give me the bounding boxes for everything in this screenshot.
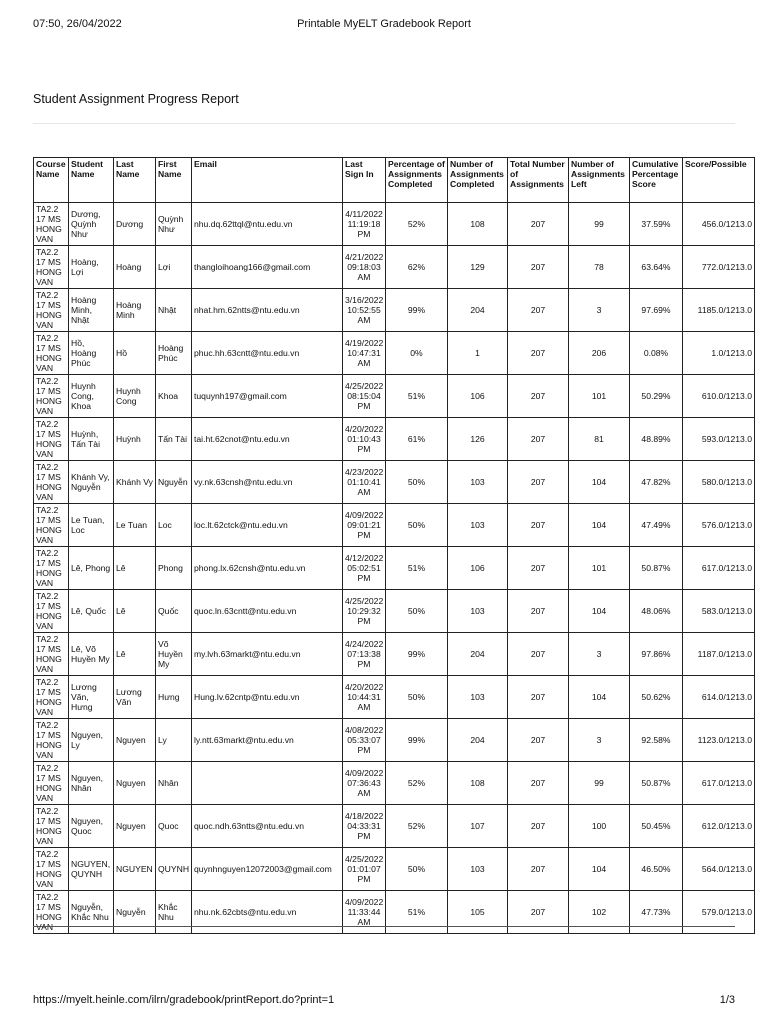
first-name-cell: Quỳnh Như [156,203,192,246]
email-cell: ly.ntt.63markt@ntu.edu.vn [192,719,343,762]
student-name-cell: Lê, Võ Huyền My [69,633,114,676]
score-possible-cell: 564.0/1213.0 [683,848,755,891]
table-row [34,332,755,375]
student-name-cell: Lương Văn, Hưng [69,676,114,719]
assignments-completed-cell: 105 [448,891,508,934]
last-name-cell: Nguyen [114,719,156,762]
assignments-left-cell: 101 [569,547,630,590]
cumulative-score-cell: 37.59% [630,203,683,246]
total-assignments-cell: 207 [508,891,569,934]
course-cell: TA2.2 17 MS HONG VAN [34,203,69,246]
last-sign-in-cell: 4/09/2022 11:33:44 AM [343,891,386,934]
total-assignments-cell: 207 [508,633,569,676]
last-sign-in-cell: 4/09/2022 07:36:43 AM [343,762,386,805]
assignments-left-cell: 99 [569,762,630,805]
student-name-cell: Nguyen, Quoc [69,805,114,848]
first-name-cell: Quoc [156,805,192,848]
last-name-cell: Nguyen [114,762,156,805]
assignments-left-cell: 104 [569,461,630,504]
first-name-cell: Hưng [156,676,192,719]
last-name-cell: Huynh Cong [114,375,156,418]
assignments-left-cell: 3 [569,289,630,332]
assignments-left-cell: 78 [569,246,630,289]
gradebook-table [33,157,755,934]
cumulative-score-cell: 47.82% [630,461,683,504]
cumulative-score-cell: 50.87% [630,762,683,805]
course-cell: TA2.2 17 MS HONG VAN [34,547,69,590]
table-row [34,805,755,848]
student-name-cell: Khánh Vy, Nguyễn [69,461,114,504]
first-name-cell: QUYNH [156,848,192,891]
last-sign-in-cell: 4/09/2022 09:01:21 PM [343,504,386,547]
total-assignments-cell: 207 [508,590,569,633]
report-title: Student Assignment Progress Report [33,92,239,106]
table-row [34,547,755,590]
percentage-completed-cell: 99% [386,289,448,332]
cumulative-score-cell: 50.29% [630,375,683,418]
column-header: Total Number of Assignments [508,158,569,203]
cumulative-score-cell: 48.89% [630,418,683,461]
percentage-completed-cell: 52% [386,805,448,848]
assignments-completed-cell: 106 [448,375,508,418]
total-assignments-cell: 207 [508,375,569,418]
percentage-completed-cell: 52% [386,762,448,805]
score-possible-cell: 617.0/1213.0 [683,762,755,805]
table-row [34,633,755,676]
total-assignments-cell: 207 [508,332,569,375]
first-name-cell: Quốc [156,590,192,633]
percentage-completed-cell: 99% [386,633,448,676]
cumulative-score-cell: 97.86% [630,633,683,676]
last-name-cell: Nguyễn [114,891,156,934]
total-assignments-cell: 207 [508,289,569,332]
assignments-completed-cell: 106 [448,547,508,590]
email-cell: nhat.hm.62ntts@ntu.edu.vn [192,289,343,332]
score-possible-cell: 579.0/1213.0 [683,891,755,934]
student-name-cell: Dương, Quỳnh Như [69,203,114,246]
email-cell: quynhnguyen12072003@gmail.com [192,848,343,891]
total-assignments-cell: 207 [508,547,569,590]
assignments-left-cell: 104 [569,590,630,633]
cumulative-score-cell: 47.73% [630,891,683,934]
first-name-cell: Khắc Nhu [156,891,192,934]
column-header: Number of Assignments Left [569,158,630,203]
first-name-cell: Nhật [156,289,192,332]
score-possible-cell: 617.0/1213.0 [683,547,755,590]
last-name-cell: Lương Văn [114,676,156,719]
last-name-cell: Hoàng [114,246,156,289]
last-sign-in-cell: 4/23/2022 01:10:41 AM [343,461,386,504]
column-header: Last Name [114,158,156,203]
email-cell: Hung.lv.62cntp@ntu.edu.vn [192,676,343,719]
first-name-cell: Hoàng Phúc [156,332,192,375]
total-assignments-cell: 207 [508,762,569,805]
score-possible-cell: 614.0/1213.0 [683,676,755,719]
table-bottom-divider [33,926,735,927]
page-url: https://myelt.heinle.com/ilrn/gradebook/printReport.do?print=1 [33,994,335,1006]
table-header-row [34,158,755,203]
course-cell: TA2.2 17 MS HONG VAN [34,805,69,848]
percentage-completed-cell: 52% [386,203,448,246]
assignments-left-cell: 3 [569,719,630,762]
cumulative-score-cell: 46.50% [630,848,683,891]
first-name-cell: Loc [156,504,192,547]
table-row [34,289,755,332]
cumulative-score-cell: 63.64% [630,246,683,289]
assignments-completed-cell: 108 [448,762,508,805]
title-divider [33,123,735,124]
print-header [33,18,735,32]
email-cell: quoc.ln.63cntt@ntu.edu.vn [192,590,343,633]
total-assignments-cell: 207 [508,719,569,762]
column-header: Number of Assignments Completed [448,158,508,203]
percentage-completed-cell: 50% [386,848,448,891]
email-cell: nhu.nk.62cbts@ntu.edu.vn [192,891,343,934]
first-name-cell: Võ Huyền My [156,633,192,676]
last-sign-in-cell: 4/25/2022 10:29:32 PM [343,590,386,633]
email-cell: tai.ht.62cnot@ntu.edu.vn [192,418,343,461]
last-sign-in-cell: 4/08/2022 05:33:07 PM [343,719,386,762]
column-header: First Name [156,158,192,203]
column-header: Last Sign In [343,158,386,203]
percentage-completed-cell: 50% [386,504,448,547]
email-cell [192,762,343,805]
percentage-completed-cell: 50% [386,676,448,719]
table-row [34,891,755,934]
last-sign-in-cell: 3/16/2022 10:52:55 AM [343,289,386,332]
email-cell: loc.lt.62ctck@ntu.edu.vn [192,504,343,547]
assignments-left-cell: 100 [569,805,630,848]
total-assignments-cell: 207 [508,203,569,246]
score-possible-cell: 772.0/1213.0 [683,246,755,289]
last-sign-in-cell: 4/20/2022 10:44:31 AM [343,676,386,719]
course-cell: TA2.2 17 MS HONG VAN [34,504,69,547]
assignments-completed-cell: 103 [448,461,508,504]
cumulative-score-cell: 48.06% [630,590,683,633]
assignments-left-cell: 104 [569,504,630,547]
table-row [34,461,755,504]
email-cell: phong.lx.62cnsh@ntu.edu.vn [192,547,343,590]
cumulative-score-cell: 92.58% [630,719,683,762]
course-cell: TA2.2 17 MS HONG VAN [34,332,69,375]
percentage-completed-cell: 62% [386,246,448,289]
assignments-completed-cell: 129 [448,246,508,289]
total-assignments-cell: 207 [508,676,569,719]
course-cell: TA2.2 17 MS HONG VAN [34,246,69,289]
print-footer [33,994,735,1008]
first-name-cell: Tấn Tài [156,418,192,461]
last-sign-in-cell: 4/24/2022 07:13:38 PM [343,633,386,676]
last-name-cell: Lê [114,590,156,633]
assignments-left-cell: 102 [569,891,630,934]
score-possible-cell: 612.0/1213.0 [683,805,755,848]
total-assignments-cell: 207 [508,805,569,848]
score-possible-cell: 1.0/1213.0 [683,332,755,375]
print-title: Printable MyELT Gradebook Report [297,18,471,30]
course-cell: TA2.2 17 MS HONG VAN [34,375,69,418]
last-name-cell: Lê [114,633,156,676]
assignments-left-cell: 104 [569,848,630,891]
email-cell: tuquynh197@gmail.com [192,375,343,418]
total-assignments-cell: 207 [508,504,569,547]
student-name-cell: Lê, Phong [69,547,114,590]
score-possible-cell: 1187.0/1213.0 [683,633,755,676]
first-name-cell: Lợi [156,246,192,289]
email-cell: nhu.dq.62ttql@ntu.edu.vn [192,203,343,246]
email-cell: thangloihoang166@gmail.com [192,246,343,289]
table-row [34,676,755,719]
course-cell: TA2.2 17 MS HONG VAN [34,762,69,805]
last-name-cell: Nguyen [114,805,156,848]
assignments-left-cell: 206 [569,332,630,375]
first-name-cell: Nhân [156,762,192,805]
total-assignments-cell: 207 [508,418,569,461]
print-timestamp: 07:50, 26/04/2022 [33,18,122,30]
assignments-completed-cell: 103 [448,848,508,891]
student-name-cell: Hồ, Hoàng Phúc [69,332,114,375]
cumulative-score-cell: 50.45% [630,805,683,848]
cumulative-score-cell: 47.49% [630,504,683,547]
column-header: Student Name [69,158,114,203]
last-name-cell: Khánh Vy [114,461,156,504]
last-name-cell: Lê [114,547,156,590]
score-possible-cell: 1185.0/1213.0 [683,289,755,332]
course-cell: TA2.2 17 MS HONG VAN [34,848,69,891]
last-sign-in-cell: 4/12/2022 05:02:51 PM [343,547,386,590]
course-cell: TA2.2 17 MS HONG VAN [34,289,69,332]
score-possible-cell: 456.0/1213.0 [683,203,755,246]
assignments-left-cell: 99 [569,203,630,246]
assignments-completed-cell: 103 [448,590,508,633]
score-possible-cell: 576.0/1213.0 [683,504,755,547]
last-sign-in-cell: 4/11/2022 11:19:18 PM [343,203,386,246]
student-name-cell: Huynh Cong, Khoa [69,375,114,418]
first-name-cell: Phong [156,547,192,590]
course-cell: TA2.2 17 MS HONG VAN [34,719,69,762]
last-sign-in-cell: 4/20/2022 01:10:43 PM [343,418,386,461]
score-possible-cell: 1123.0/1213.0 [683,719,755,762]
total-assignments-cell: 207 [508,246,569,289]
last-sign-in-cell: 4/25/2022 01:01:07 PM [343,848,386,891]
course-cell: TA2.2 17 MS HONG VAN [34,633,69,676]
last-sign-in-cell: 4/25/2022 08:15:04 PM [343,375,386,418]
student-name-cell: Le Tuan, Loc [69,504,114,547]
first-name-cell: Nguyễn [156,461,192,504]
percentage-completed-cell: 51% [386,375,448,418]
student-name-cell: Hoàng, Lợi [69,246,114,289]
student-name-cell: Huỳnh, Tấn Tài [69,418,114,461]
total-assignments-cell: 207 [508,461,569,504]
first-name-cell: Ly [156,719,192,762]
student-name-cell: Nguyen, Ly [69,719,114,762]
student-name-cell: Nguyễn, Khắc Nhu [69,891,114,934]
table-row [34,203,755,246]
assignments-completed-cell: 103 [448,504,508,547]
course-cell: TA2.2 17 MS HONG VAN [34,418,69,461]
table-row [34,246,755,289]
percentage-completed-cell: 0% [386,332,448,375]
table-row [34,848,755,891]
student-name-cell: Hoàng Minh, Nhật [69,289,114,332]
table-row [34,762,755,805]
student-name-cell: NGUYEN, QUYNH [69,848,114,891]
last-name-cell: Le Tuan [114,504,156,547]
assignments-completed-cell: 204 [448,719,508,762]
email-cell: quoc.ndh.63ntts@ntu.edu.vn [192,805,343,848]
column-header: Cumulative Percentage Score [630,158,683,203]
percentage-completed-cell: 50% [386,461,448,504]
table-row [34,418,755,461]
email-cell: my.lvh.63markt@ntu.edu.vn [192,633,343,676]
last-sign-in-cell: 4/18/2022 04:33:31 PM [343,805,386,848]
last-sign-in-cell: 4/21/2022 09:18:03 AM [343,246,386,289]
table-row [34,590,755,633]
column-header: Course Name [34,158,69,203]
last-name-cell: Hồ [114,332,156,375]
percentage-completed-cell: 51% [386,891,448,934]
assignments-left-cell: 101 [569,375,630,418]
course-cell: TA2.2 17 MS HONG VAN [34,590,69,633]
column-header: Percentage of Assignments Completed [386,158,448,203]
percentage-completed-cell: 50% [386,590,448,633]
assignments-completed-cell: 1 [448,332,508,375]
course-cell: TA2.2 17 MS HONG VAN [34,461,69,504]
column-header: Email [192,158,343,203]
last-name-cell: Dương [114,203,156,246]
percentage-completed-cell: 99% [386,719,448,762]
assignments-left-cell: 104 [569,676,630,719]
first-name-cell: Khoa [156,375,192,418]
assignments-completed-cell: 103 [448,676,508,719]
table-row [34,375,755,418]
assignments-completed-cell: 204 [448,289,508,332]
score-possible-cell: 610.0/1213.0 [683,375,755,418]
column-header: Score/Possible [683,158,755,203]
last-name-cell: NGUYEN [114,848,156,891]
score-possible-cell: 593.0/1213.0 [683,418,755,461]
page-number: 1/3 [719,994,735,1006]
assignments-completed-cell: 107 [448,805,508,848]
cumulative-score-cell: 50.87% [630,547,683,590]
assignments-completed-cell: 204 [448,633,508,676]
cumulative-score-cell: 97.69% [630,289,683,332]
cumulative-score-cell: 50.62% [630,676,683,719]
email-cell: phuc.hh.63cntt@ntu.edu.vn [192,332,343,375]
score-possible-cell: 580.0/1213.0 [683,461,755,504]
course-cell: TA2.2 17 MS HONG VAN [34,676,69,719]
assignments-left-cell: 3 [569,633,630,676]
score-possible-cell: 583.0/1213.0 [683,590,755,633]
last-name-cell: Huỳnh [114,418,156,461]
table-row [34,504,755,547]
last-name-cell: Hoàng Minh [114,289,156,332]
assignments-completed-cell: 126 [448,418,508,461]
student-name-cell: Lê, Quốc [69,590,114,633]
assignments-completed-cell: 108 [448,203,508,246]
table-row [34,719,755,762]
course-cell: TA2.2 17 MS HONG VAN [34,891,69,934]
student-name-cell: Nguyen, Nhân [69,762,114,805]
assignments-left-cell: 81 [569,418,630,461]
email-cell: vy.nk.63cnsh@ntu.edu.vn [192,461,343,504]
total-assignments-cell: 207 [508,848,569,891]
cumulative-score-cell: 0.08% [630,332,683,375]
last-sign-in-cell: 4/19/2022 10:47:31 AM [343,332,386,375]
percentage-completed-cell: 61% [386,418,448,461]
percentage-completed-cell: 51% [386,547,448,590]
